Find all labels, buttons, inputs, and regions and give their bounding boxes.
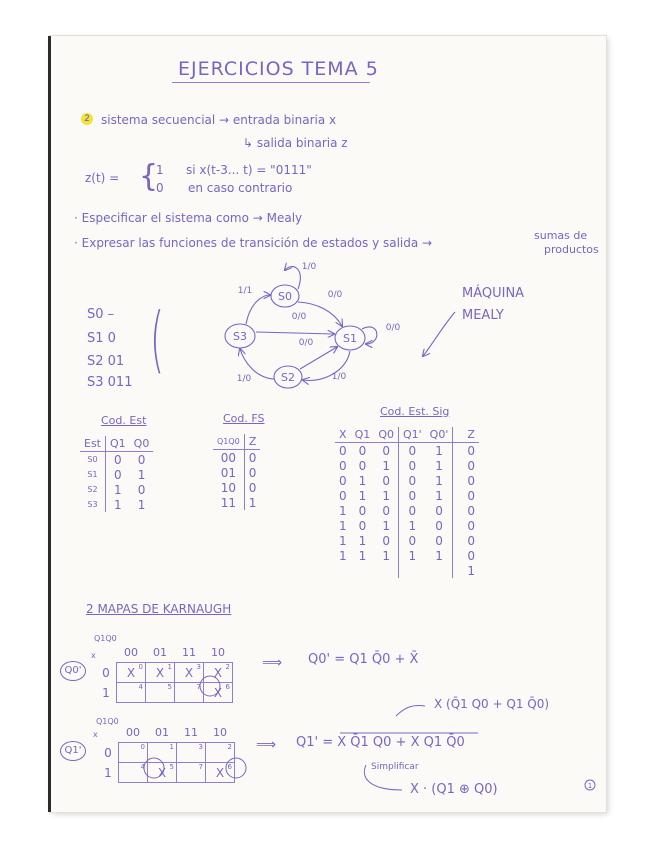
table-cell: 1: [358, 533, 367, 548]
table-cell: 0: [119, 743, 148, 763]
table-header-cell: Q0': [426, 427, 453, 443]
problem-line1: sistema secuencial → entrada binaria x: [101, 113, 337, 127]
table-cell: 1: [339, 518, 347, 533]
table-row: [213, 495, 260, 510]
table-cell: [374, 563, 398, 578]
table-cell: 0: [435, 518, 443, 533]
table-cell: 0: [106, 467, 130, 482]
cod-est-sig-table: [335, 427, 479, 578]
table-cell: 1: [398, 518, 425, 533]
edge-label-s0-s1: 0/0: [327, 290, 343, 300]
table-cell: 0: [339, 458, 347, 473]
table-cell: 0: [453, 533, 479, 548]
table-cell: 0: [244, 465, 260, 480]
table-cell: 1: [453, 563, 479, 578]
kmap-row: [96, 683, 233, 703]
table-cell: 1: [137, 497, 146, 512]
table-cell: 0: [106, 452, 130, 468]
map-q0-label: Q0': [60, 661, 86, 681]
table-cell: 0: [137, 482, 146, 497]
table-cell: [335, 563, 351, 578]
states-brace: (: [150, 297, 165, 381]
table-row: [213, 450, 260, 466]
table-row: [80, 482, 153, 497]
edge-label-s3-s0: 1/1: [237, 286, 253, 296]
table-cell: 0: [398, 503, 425, 518]
table-cell: [351, 563, 375, 578]
table-cell: 0: [453, 488, 479, 503]
table-cell: 0: [435, 533, 443, 548]
table-row: [213, 465, 260, 480]
page-title: EJERCICIOS TEMA 5: [178, 58, 379, 80]
map-q1-simplified: X · (Q1 ⊕ Q0): [410, 782, 498, 797]
table-cell: 0: [398, 443, 425, 459]
karnaugh-map-q0: [96, 643, 233, 703]
table-header-cell: Q1': [398, 427, 425, 443]
table-row: [335, 488, 479, 503]
table-cell: 0: [453, 458, 479, 473]
state-list-s1: S1 0: [87, 331, 116, 346]
table-cell: 0: [339, 488, 347, 503]
table-row: [335, 533, 479, 548]
table-cell: 1: [148, 743, 177, 763]
table-cell: 01: [148, 723, 177, 743]
cod-fs-title: Cod. FS: [223, 412, 265, 425]
table-cell: 0: [398, 458, 425, 473]
table-cell: 5: [146, 683, 175, 703]
table-cell: X 6: [206, 763, 235, 783]
cod-est-title: Cod. Est: [101, 414, 147, 427]
brace: {: [139, 159, 159, 194]
map-q0-arrow: ⟹: [262, 655, 283, 671]
machine-label-1: MÁQUINA: [462, 286, 525, 301]
map-q1-corner-left: x: [93, 730, 98, 739]
table-cell: 11: [220, 495, 237, 510]
table-cell: 1: [137, 467, 146, 482]
table-cell: S3: [87, 500, 98, 509]
table-cell: 0: [96, 663, 117, 683]
table-cell: 0: [382, 503, 390, 518]
table-cell: 00: [119, 723, 148, 743]
table-cell: 0: [398, 488, 425, 503]
map-q1-arrow: ⟹: [256, 737, 277, 753]
table-row: [335, 473, 479, 488]
table-cell: 11: [177, 723, 206, 743]
table-cell: 0: [358, 443, 367, 458]
table-cell: 10: [220, 480, 237, 495]
z-lhs: z(t) =: [85, 171, 120, 185]
table-cell: 0: [244, 450, 260, 466]
cod-fs-header-q1q0: Q1Q0: [213, 434, 244, 450]
table-cell: 1: [435, 488, 443, 503]
table-cell: 4: [117, 683, 146, 703]
case1-condition: si x(t-3... t) = "0111": [186, 163, 312, 177]
table-cell: 1: [382, 488, 390, 503]
table-cell: 7: [175, 683, 204, 703]
table-cell: [426, 563, 453, 578]
table-cell: 1: [435, 473, 443, 488]
table-cell: 00: [220, 450, 237, 465]
table-cell: 1: [339, 503, 347, 518]
table-cell: [98, 723, 119, 743]
table-cell: 1: [358, 473, 367, 488]
table-cell: 0: [339, 473, 347, 488]
table-cell: 1: [106, 482, 130, 497]
map-q1-simplify: Simplificar: [371, 762, 419, 772]
table-cell: 0: [358, 518, 367, 533]
table-cell: 0: [453, 518, 479, 533]
table-cell: 11: [175, 643, 204, 663]
table-cell: X 5: [148, 763, 177, 783]
table-cell: 10: [204, 643, 233, 663]
case1-value: 1: [156, 163, 164, 177]
cod-est-table: [80, 436, 153, 512]
map-q0-corner-left: x: [91, 651, 96, 660]
edge-label-s3-s1: 0/0: [291, 312, 307, 322]
table-cell: 4: [119, 763, 148, 783]
problem-line2: ↳ salida binaria z: [243, 136, 348, 150]
edge-label-s1-loop: 0/0: [385, 323, 401, 333]
case0-condition: en caso contrario: [188, 181, 293, 195]
cod-est-header-q1: Q1: [106, 436, 130, 452]
table-cell: 2: [206, 743, 235, 763]
map-q1-label: Q1': [60, 741, 86, 761]
table-row: [335, 548, 479, 563]
table-cell: 1: [358, 548, 367, 563]
table-cell: 1: [339, 533, 347, 548]
table-cell: 3: [177, 743, 206, 763]
map-q0-result: Q0' = Q1 Q̄0 + X̄: [308, 652, 419, 667]
table-cell: 0: [382, 443, 390, 458]
table-cell: 1: [435, 458, 443, 473]
state-list-s2: S2 01: [87, 354, 125, 369]
table-cell: 0: [382, 533, 390, 548]
table-cell: 1: [382, 518, 390, 533]
table-cell: 0: [339, 443, 347, 458]
table-cell: 0: [358, 503, 367, 518]
table-cell: 0: [398, 473, 425, 488]
table-cell: X 1: [146, 663, 175, 683]
bullet-specify: · Especificar el sistema como → Mealy: [74, 211, 303, 225]
cod-fs-table: [213, 434, 260, 510]
state-s0-label: S0: [278, 290, 292, 303]
table-cell: X 2: [204, 663, 233, 683]
table-header-cell: Q1: [351, 427, 375, 443]
table-cell: 0: [453, 548, 479, 563]
cod-fs-header-z: Z: [244, 434, 260, 450]
table-row: [80, 452, 153, 468]
map-q0-corner-top: Q1Q0: [94, 634, 117, 643]
table-cell: S1: [87, 470, 98, 479]
bullet-express: · Expresar las funciones de transición de estados y salida →: [74, 236, 433, 250]
table-cell: X 0: [117, 663, 146, 683]
table-cell: 0: [137, 452, 146, 467]
case0-value: 0: [156, 181, 164, 195]
table-cell: 01: [220, 465, 237, 480]
edge-label-s2-s3: 1/0: [236, 374, 252, 384]
state-s2-label: S2: [281, 371, 295, 384]
table-row: [80, 497, 153, 512]
kmap-row: [96, 663, 233, 683]
table-cell: 10: [206, 723, 235, 743]
table-row: [335, 518, 479, 533]
table-cell: 1: [382, 458, 390, 473]
table-row: [335, 503, 479, 518]
cod-est-header-est: Est: [80, 436, 106, 452]
table-cell: 1: [435, 443, 443, 458]
title-underline: [172, 82, 370, 83]
table-cell: 0: [358, 458, 367, 473]
table-row: [335, 563, 479, 578]
map-q1-factor: X (Q̄1 Q0 + Q1 Q̄0): [434, 697, 550, 711]
table-cell: [398, 563, 425, 578]
table-cell: 0: [453, 503, 479, 518]
table-cell: 1: [244, 495, 260, 510]
table-cell: 0: [98, 743, 119, 763]
cod-est-sig-title: Cod. Est. Sig: [380, 405, 450, 418]
table-cell: 0: [435, 503, 443, 518]
table-cell: 0: [453, 443, 479, 459]
karnaugh-map-q1: [98, 723, 235, 783]
table-cell: 1: [96, 683, 117, 703]
table-cell: [96, 643, 117, 663]
table-cell: X 3: [175, 663, 204, 683]
table-cell: S2: [87, 485, 98, 494]
map-q1-corner-top: Q1Q0: [96, 717, 119, 726]
note-sums: sumas de: [534, 229, 588, 242]
table-cell: 0: [453, 473, 479, 488]
page-edge: [48, 36, 51, 812]
cod-est-header-q0: Q0: [130, 436, 154, 452]
table-cell: S0: [87, 455, 98, 464]
table-cell: 01: [146, 643, 175, 663]
state-list-s3: S3 011: [87, 375, 133, 390]
note-products: productos: [544, 243, 599, 256]
kmap-row: [98, 763, 235, 783]
state-list-s0: S0 –: [87, 307, 115, 322]
table-header-cell: Z: [453, 427, 479, 443]
table-cell: 1: [106, 497, 130, 512]
problem-marker: 2: [81, 113, 93, 125]
table-row: [80, 467, 153, 482]
table-row: [335, 458, 479, 473]
table-cell: 0: [398, 533, 425, 548]
edge-label-s2-s1: 0/0: [298, 338, 314, 348]
table-cell: X 6: [204, 683, 233, 703]
kmap-row: [98, 743, 235, 763]
table-cell: 0: [382, 473, 390, 488]
karnaugh-title: 2 MAPAS DE KARNAUGH: [86, 602, 232, 616]
table-cell: 1: [398, 548, 425, 563]
table-header-cell: X: [335, 427, 351, 443]
edge-label-s1-s2: 1/0: [331, 372, 347, 382]
edge-label-s0-loop: 1/0: [301, 262, 317, 272]
table-cell: 1: [435, 548, 443, 563]
machine-label-2: MEALY: [462, 308, 504, 323]
table-cell: 1: [382, 548, 390, 563]
table-cell: 1: [358, 488, 367, 503]
table-cell: 7: [177, 763, 206, 783]
table-row: [213, 480, 260, 495]
state-s1-label: S1: [343, 332, 357, 345]
table-header-cell: Q0: [374, 427, 398, 443]
page-number: 1: [587, 782, 593, 790]
table-row: [335, 443, 479, 459]
state-s3-label: S3: [233, 330, 247, 343]
table-cell: 1: [339, 548, 347, 563]
table-cell: 0: [244, 480, 260, 495]
map-q1-result: Q1' = X Q̄1 Q0 + X Q1 Q̄0: [296, 735, 465, 750]
table-cell: 00: [117, 643, 146, 663]
table-cell: 1: [98, 763, 119, 783]
